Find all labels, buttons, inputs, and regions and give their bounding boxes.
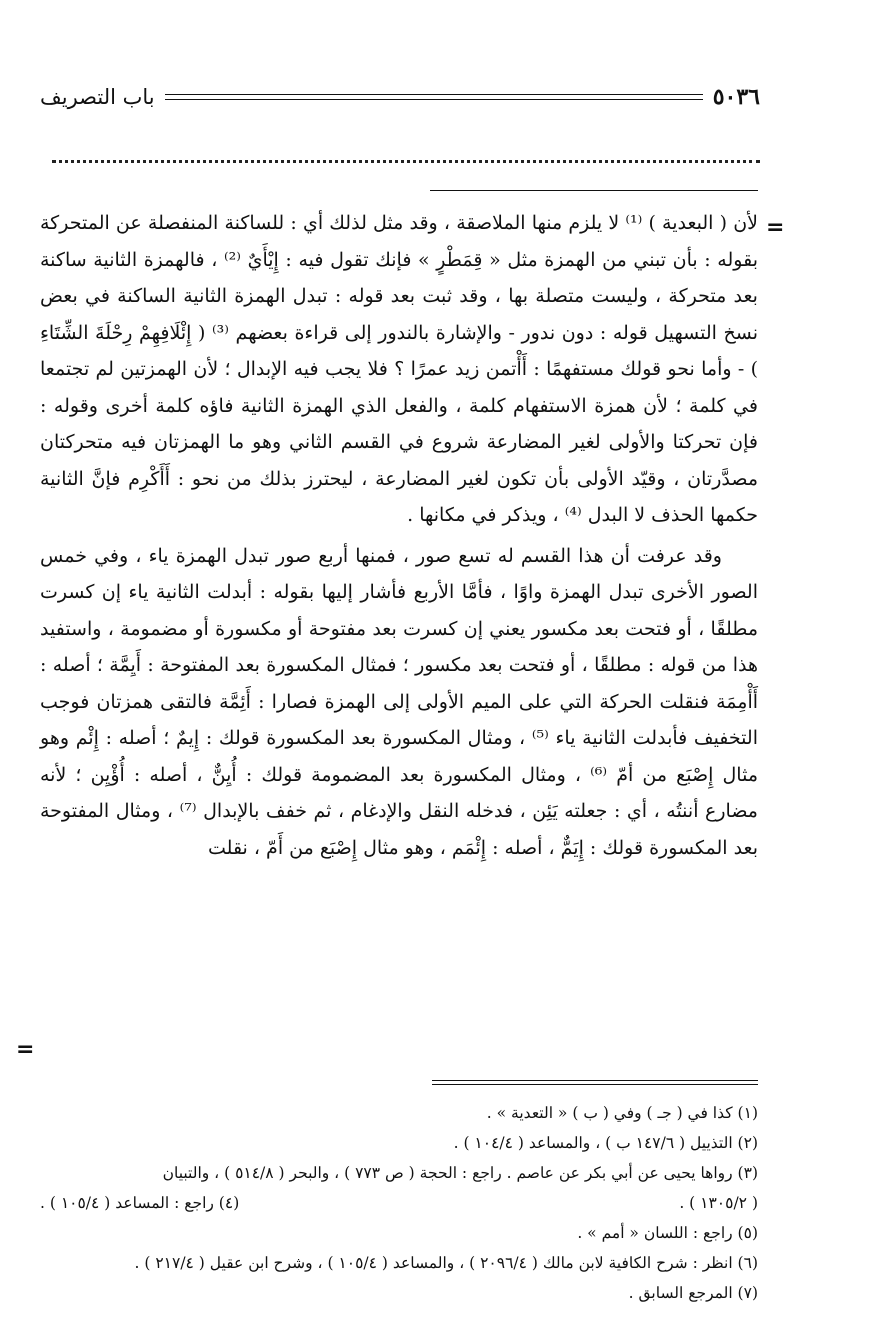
section-title: باب التصريف [40,85,155,109]
text-line: فإنَّ الثانية حكمها الحذف لا البدل ⁽⁴⁾ ، ويذكر في مكانها . [40,467,758,526]
text-line: زيد عمرًا ؟ فلا يجب فيه الإبدال ؛ لأن الهمزتين لم تجتمعا في كلمة ؛ لأن همزة [40,358,758,417]
footnote-7: (٧) المرجع السابق . [628,1284,758,1302]
footnote-rule [432,1080,758,1085]
paragraph-1 [40,205,758,534]
text-line: الثانية ياء إن كسرت مطلقًا ، أو فتحت بعد مكسور يعني إن كسرت بعد مفتوحة [40,581,759,640]
top-short-rule [430,190,758,191]
running-header [40,80,760,114]
footnote-4: (٤) راجع : المساعد ( ١٠٥/٤ ) . [40,1194,240,1212]
text-line: الاستفهام كلمة ، والفعل الذي الهمزة الثانية فاؤه كلمة أخرى وقوله : فإن تحركتا [40,394,758,453]
text-line: فالهمزة الثانية ساكنة بعد متحركة ، وليست متصلة بها ، وقد ثبت بعد قوله : تبدل [40,248,758,307]
dotted-separator [52,150,760,163]
text-line: والأولى لغير المضارعة شروع في القسم الثاني وهو ما الهمزتان فيه متحركتان [40,431,665,453]
text-line: إلى قراءة بعضهم ⁽³⁾ ( إِئْلَافِهِمْ رِحْلَةَ الشِّتَاءِ ) - وأما نحو قولك مستفهمًا : أَأْتمن [40,321,758,380]
footnotes [40,1098,758,1308]
continuation-marker-start: = [766,215,785,240]
header-rule [165,94,703,100]
footnote-2: (٢) التذييل ( ١٤٧/٦ ب ) ، والمساعد ( ١٠٤/٤ ) . [453,1134,758,1152]
text-line: الهمزة الثانية الساكنة في بعض نسخ التسهيل قوله : دون ندور - والإشارة بالندور [40,285,759,344]
footnote-1: (١) كذا في ( جـ ) وفي ( ب ) « التعدية » . [486,1104,758,1122]
main-text [40,205,758,866]
footnote-5: (٥) راجع : اللسان « أمم » . [577,1224,758,1242]
text-line: أمّ ⁽⁶⁾ ، ومثال المكسورة بعد المضمومة قولك : أُيِنٌّ ، أصله : أُؤْيِن ؛ لأنه مضارع [40,763,758,822]
footnote-row [40,1188,758,1218]
paragraph-2 [40,538,758,867]
footnote-6: (٦) انظر : شرح الكافية لابن مالك ( ٢٠٩٦/٤ ) ، والمساعد ( ١٠٥/٤ ) ، وشرح ابن عقيل ( ٢١٧/٤ ) . [134,1254,758,1272]
text-line: ياء ⁽⁵⁾ ، ومثال المكسورة بعد المكسورة قولك : إِيمٌ ؛ أصله : إِئْم وهو مثال إِصْبَع من [40,727,759,786]
text-line: أو مكسورة أو مضمومة ، واستفيد هذا من قوله : مطلقًا ، أو فتحت بعد مكسور ؛ [40,617,758,676]
text-line: مصدَّرتان ، وقيّد الأولى بأن تكون لغير المضارعة ، ليحترز بذلك من نحو : أَأَكْرِم [128,467,758,490]
text-line: فمثال المكسورة بعد المفتوحة : أَيِمَّة ؛ أصله : أَأْمِمَة فنقلت الحركة التي على الميم [40,654,758,713]
footnote-3-continued: ( ١٣٠٥/٢ ) . [679,1194,758,1212]
text-line: أننتُه ، أي : جعلته يَئِن ، فدخله النقل والإدغام ، ثم خفف بالإبدال ⁽⁷⁾ ، ومثال [115,800,699,822]
text-line: خمس الصور الأخرى تبدل الهمزة واوًا ، فأمَّا الأربع فأشار إليها بقوله : أبدلت [40,544,759,603]
page-number: ٥٠٣٦ [712,84,760,110]
text-line: المفتوحة بعد المكسورة قولك : إِيَمٌّ ، أصله : إِئْمَم ، وهو مثال إِصْبَع من أَمّ ، نقلت [40,800,758,859]
text-line: لأن ( البعدية ) ⁽¹⁾ لا يلزم منها الملاصقة ، وقد مثل لذلك أي : للساكنة المنفصلة [147,212,759,234]
text-line: الأولى إلى الهمزة فصارا : أَئِمَّة فالتقى همزتان فوجب التخفيف فأبدلت الثانية [40,690,758,749]
text-line: وقد عرفت أن هذا القسم له تسع صور ، فمنها أربع صور تبدل الهمزة ياء ، وفي [94,544,722,567]
text-line: عن المتحركة بقوله : بأن تبني من الهمزة مثل « قِمَطْرٍ » فإنك تقول فيه : إِيْأَيٌ ⁽²⁾ ، [40,212,758,271]
continuation-marker-end: = [16,1037,35,1062]
footnote-3: (٣) رواها يحيى عن أبي بكر عن عاصم . راجع : الحجة ( ص ٧٧٣ ) ، والبحر ( ٥١٤/٨ ) ، والتبيان [162,1164,758,1182]
